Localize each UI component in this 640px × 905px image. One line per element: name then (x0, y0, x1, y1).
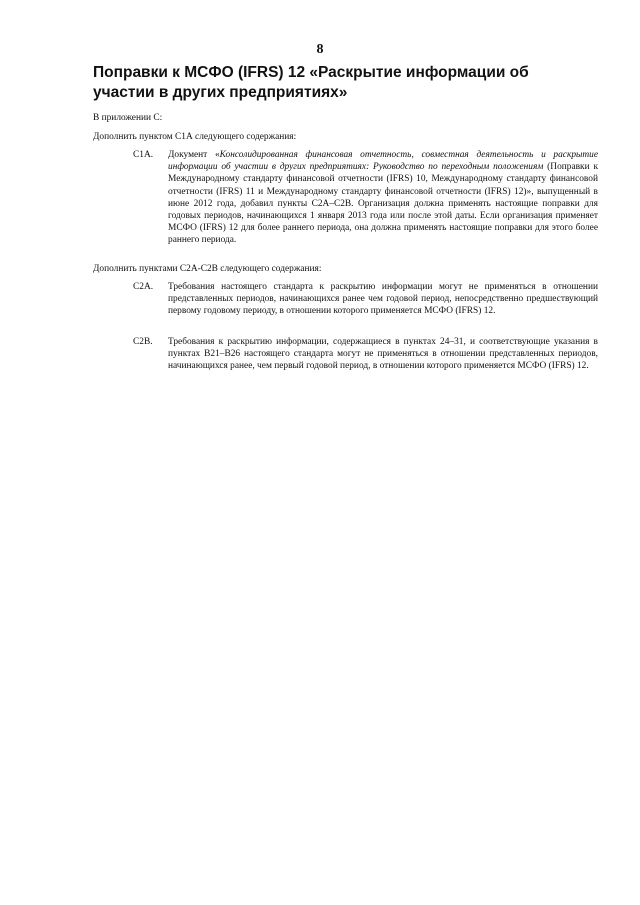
document-title-italic: Консолидированная финансовая отчетность, совместная деятельность и раскрытие информации об участии в других предприятиях: Руководство по переходным положениям (168, 150, 599, 173)
section2-lead: Дополнить пунктами С2А-С2В следующего содержания: (93, 264, 322, 274)
paragraph-text: Требования к раскрытию информации, содержащиеся в пунктах 24–31, и соответствующие указания в пунктах В21–В26 настоящего стандарта могут не применяться в отношении представленных периодов, начинающихся ранее, чем первый годовой период, в отношении которого применяется МСФО (IFRS) 12. (168, 337, 598, 372)
paragraph-text: Требования настоящего стандарта к раскрытию информации могут не применяться в отношении представленных периодов, начинающихся ранее чем годовой период, непосредственно предшествующий первому годовому периоду, в отношении которого применяется МСФО (IFRS) 12. (168, 282, 598, 317)
paragraph-text-start: Документ « (168, 150, 220, 160)
page-number: 8 (316, 42, 324, 57)
paragraph-c2a (133, 281, 598, 318)
paragraph-c1a (133, 149, 598, 247)
paragraph-text-end: (Поправки к Международному стандарту финансовой отчетности (IFRS) 10, Международному стандарту финансовой отчетности (IFRS) 11 и Международному стандарту финансовой отчетности (IFRS) 12)», выпущенный в июне 2012 года, добавил пункты С2А–С2В. Организация должна применять настоящие поправки для годовых периодов, начинающихся 1 января 2013 года или после этой даты. Если организация применяет МСФО (IFRS) 12 для более раннего периода, она должна применять настоящие поправки для этого более раннего периода. (168, 162, 599, 246)
intro-text: В приложении С: (93, 113, 163, 123)
paragraph-label: С2В. (133, 337, 153, 347)
page-title: Поправки к МСФО (IFRS) 12 «Раскрытие информации об участии в других предприятиях» (93, 64, 529, 101)
paragraph-c2b (133, 336, 598, 373)
paragraph-label: С1А. (133, 150, 154, 160)
section1-lead: Дополнить пунктом С1А следующего содержания: (93, 132, 297, 142)
paragraph-text (168, 149, 598, 247)
paragraph-label: С2А. (133, 282, 154, 292)
